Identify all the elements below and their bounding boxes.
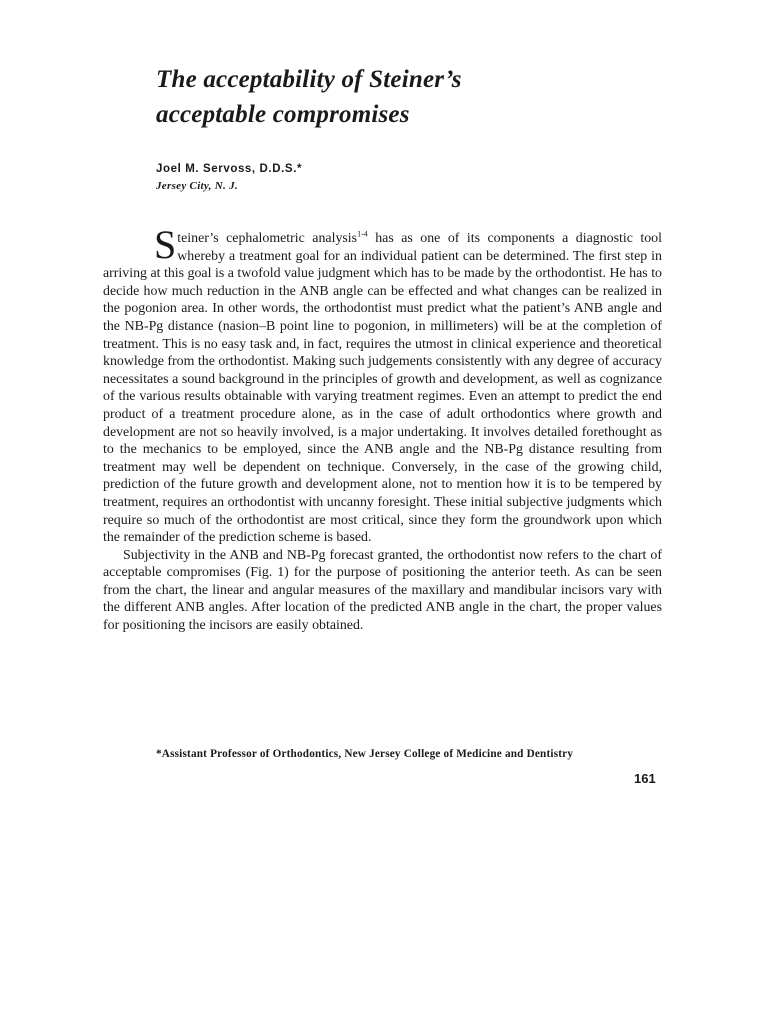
title-line-1: The acceptability of Steiner’s (156, 66, 462, 93)
drop-cap: S (154, 222, 177, 267)
paragraph-2: Subjectivity in the ANB and NB-Pg forecast granted, the orthodontist now refers to the chart of acceptable compromises (Fig. 1) for the purpose of positioning the anterior teeth. As can be seen from the chart, the linear and angular measures of the maxillary and mandibular incisors vary with the different ANB angles. After location of the predicted ANB angle in the chart, the proper values for positioning the incisors are easily obtained. (103, 547, 662, 634)
reference-superscript: 1-4 (357, 229, 368, 239)
article-title (156, 62, 716, 132)
article-body (103, 222, 662, 635)
page-number: 161 (634, 771, 656, 786)
author-affiliation: Jersey City, N. J. (156, 180, 238, 192)
title-line-2: acceptable compromises (156, 101, 410, 128)
paragraph-1-lead: teiner’s cephalometric analysis (177, 231, 358, 246)
author-name: Joel M. Servoss, D.D.S.* (156, 163, 303, 175)
footnote: *Assistant Professor of Orthodontics, New Jersey College of Medicine and Dentistry (156, 748, 574, 760)
paragraph-1 (103, 222, 662, 547)
paragraph-1-text: has as one of its components a diagnostic tool whereby a treatment goal for an individual patient can be determined. The first step in arriving at this goal is a twofold value judgment which has to be made by the orthodontist. He has to decide how much reduction in the ANB angle can be effected and what changes can be realized in the pogonion area. In other words, the orthodontist must predict what the patient’s ANB angle and the NB-Pg distance (nasion–B point line to pogonion, in millimeters) will be at the completion of treatment. This is no easy task and, in fact, requires the utmost in clinical experience and theoretical knowledge from the orthodontist. Making such judgements consistently with any degree of accuracy necessitates a sound background in the principles of growth and development, as well as cognizance of the various results obtainable with varying treatment regimes. Even an attempt to predict the end product of a treatment procedure alone, as in the case of adult orthodontics where growth and development are not so heavily involved, is a major undertaking. It involves detailed forethought as to the mechanics to be employed, since the ANB angle and the NB-Pg distance resulting from treatment may well be dependent on technique. Conversely, in the case of the growing child, prediction of the future growth and development alone, not to mention how it is to be tempered by treatment, requires an orthodontist with uncanny foresight. These initial subjective judgments which require so much of the orthodontist are most critical, since they form the groundwork upon which the remainder of the prediction scheme is based. (103, 231, 662, 546)
